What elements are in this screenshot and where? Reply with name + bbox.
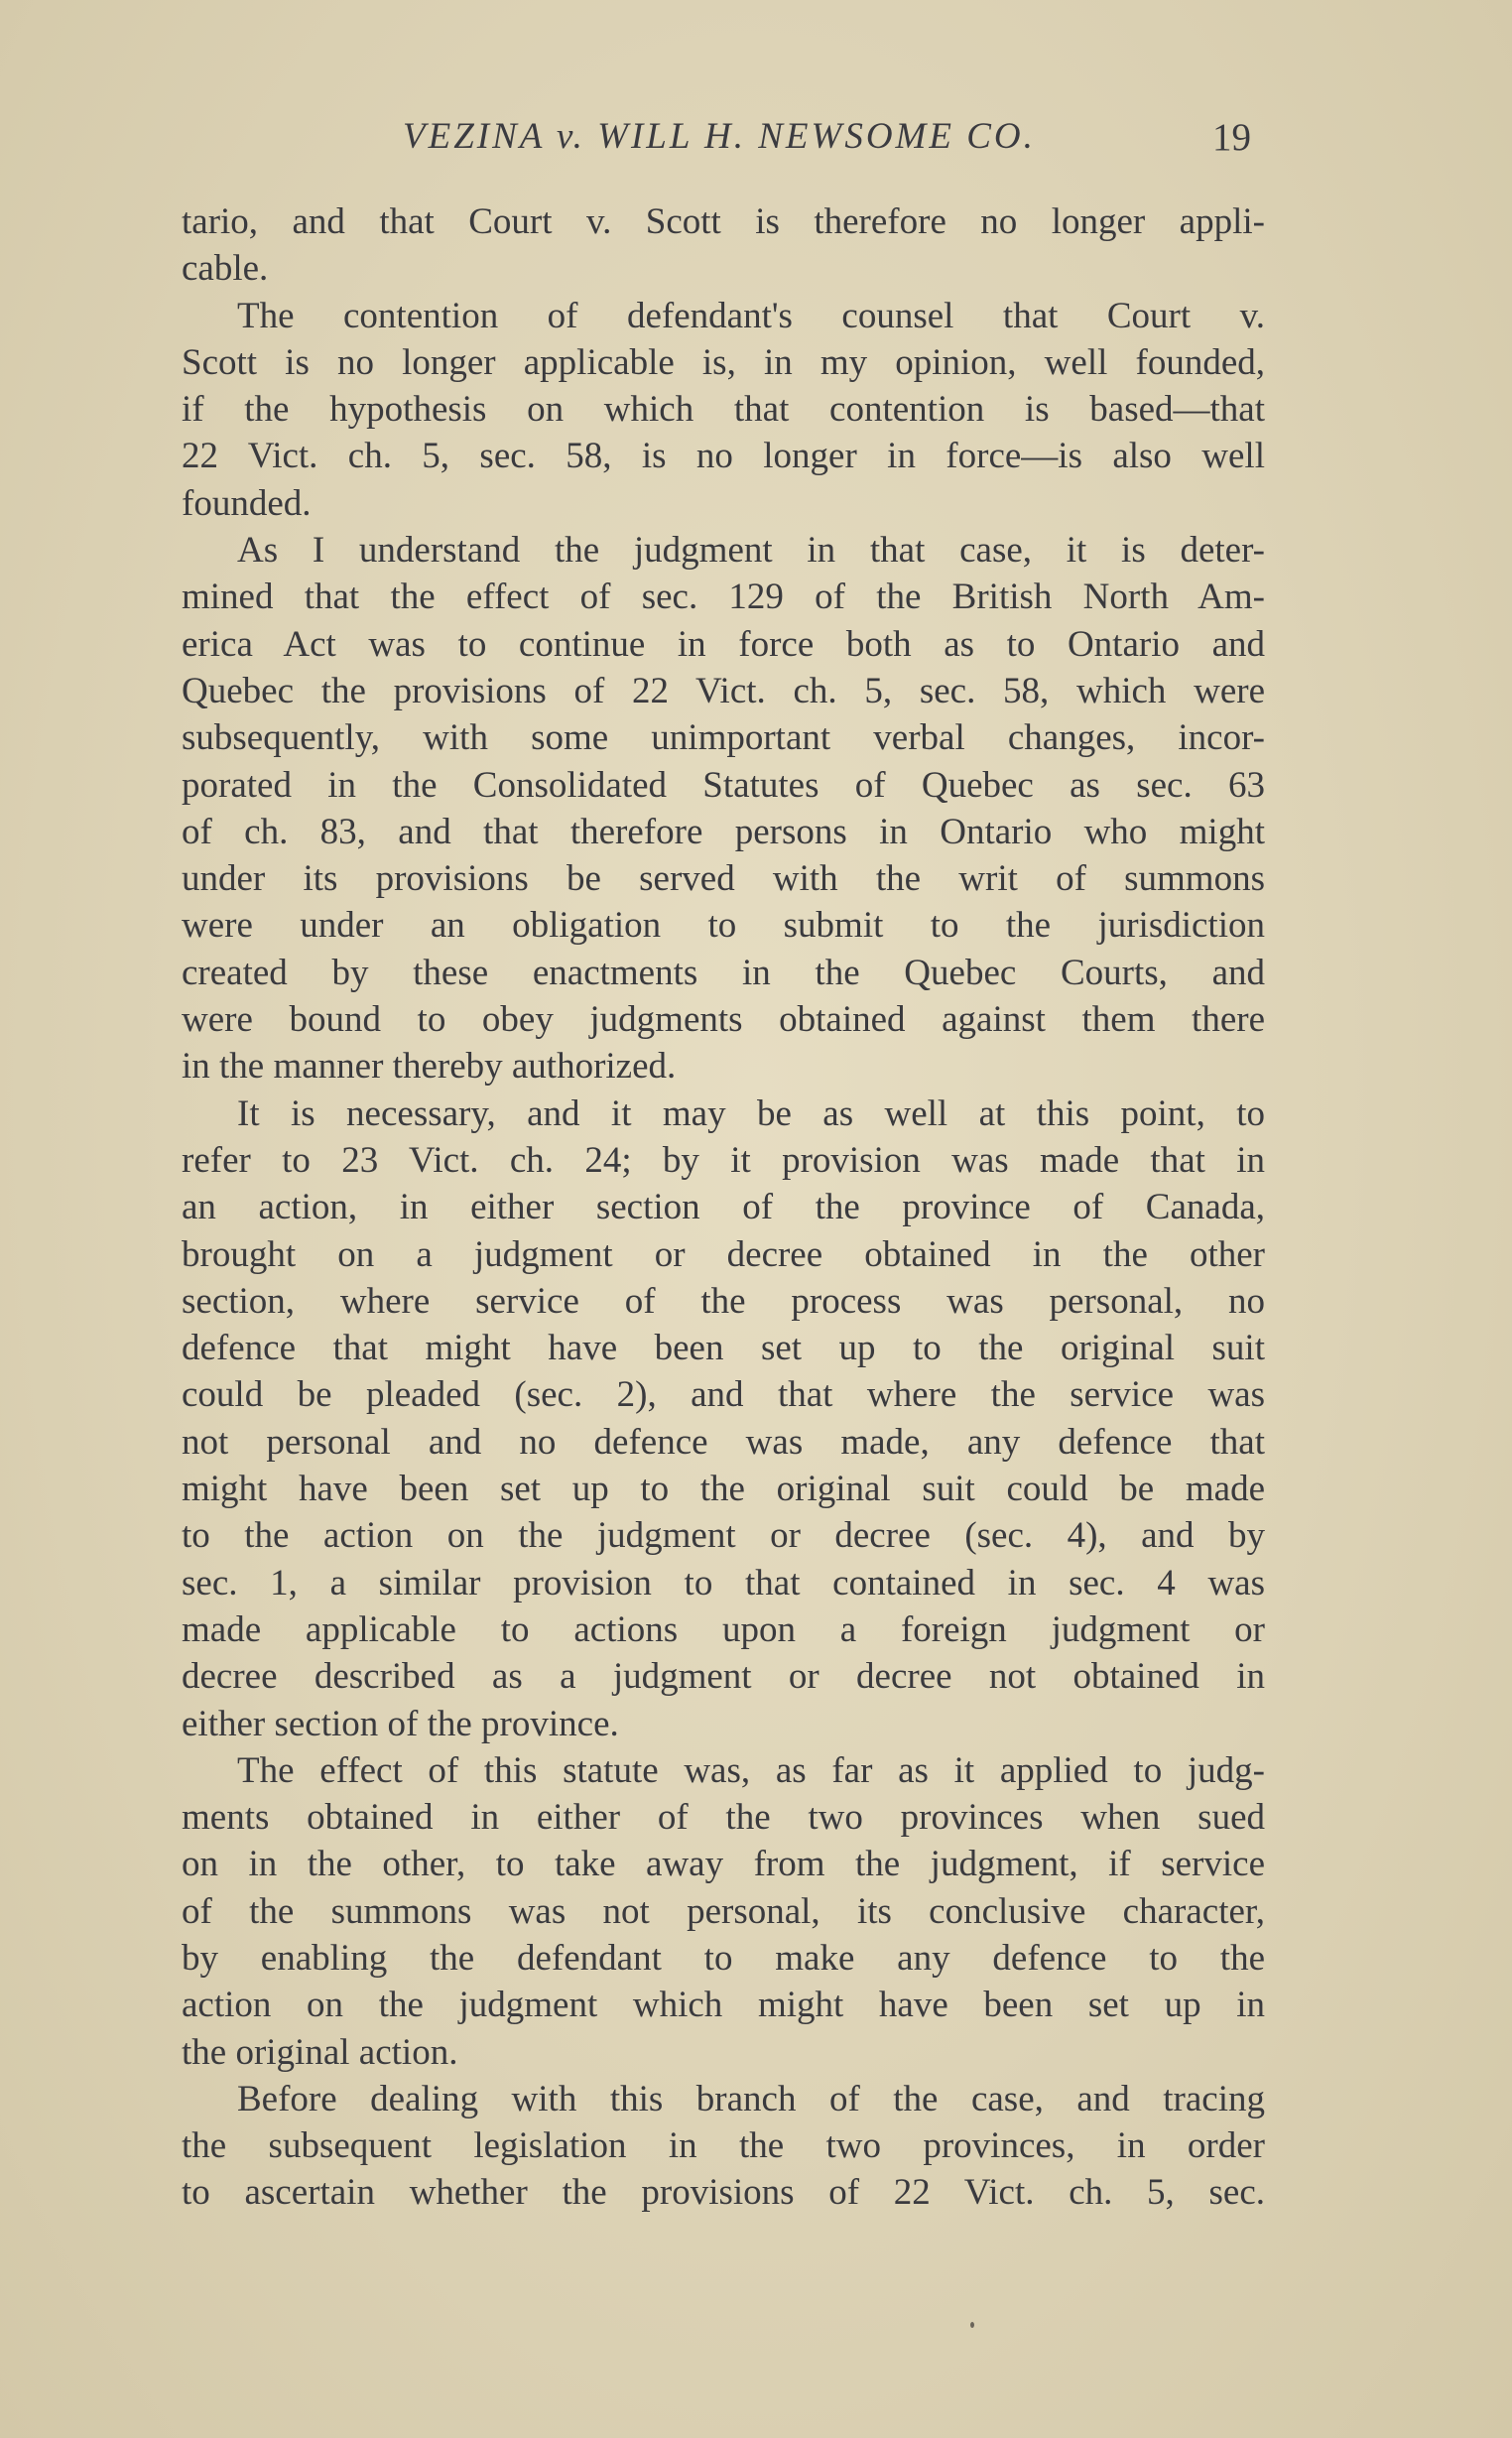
text-line: to ascertain whether the provisions of 22 Vict. ch. 5, sec. xyxy=(182,2172,1265,2214)
text-line: on in the other, to take away from the judgment, if service xyxy=(182,1844,1265,1885)
text-line: might have been set up to the original suit could be made xyxy=(182,1469,1265,1510)
text-line: The effect of this statute was, as far as it applied to judg- xyxy=(237,1749,1265,1791)
text-line: made applicable to actions upon a foreign judgment or xyxy=(182,1608,1265,1650)
text-line: Scott is no longer applicable is, in my opinion, well founded, xyxy=(182,341,1265,383)
paragraph xyxy=(182,293,1265,527)
text-line: of ch. 83, and that therefore persons in Ontario who might xyxy=(182,811,1265,852)
text-line: by enabling the defendant to make any defence to the xyxy=(182,1937,1265,1979)
text-line: action on the judgment which might have been set up in xyxy=(182,1985,1265,2026)
text-line: cable. xyxy=(182,248,269,290)
text-line: in the manner thereby authorized. xyxy=(182,1046,677,1088)
text-line: under its provisions be served with the writ of summons xyxy=(182,858,1265,900)
text-line: created by these enactments in the Quebec Courts, and xyxy=(182,952,1265,993)
text-line: section, where service of the process was personal, no xyxy=(182,1280,1265,1322)
text-line: the subsequent legislation in the two provinces, in order xyxy=(182,2125,1265,2167)
running-head: VEZINA v. WILL H. NEWSOME CO. xyxy=(403,116,1036,157)
text-line: decree described as a judgment or decree not obtained in xyxy=(182,1656,1265,1698)
text-line: subsequently, with some unimportant verbal changes, incor- xyxy=(182,717,1265,759)
text-line: 22 Vict. ch. 5, sec. 58, is no longer in force—is also well xyxy=(182,436,1265,477)
text-line: ments obtained in either of the two provinces when sued xyxy=(182,1797,1265,1839)
text-line: erica Act was to continue in force both as to Ontario and xyxy=(182,623,1265,665)
text-line: It is necessary, and it may be as well at this point, to xyxy=(237,1092,1265,1134)
paragraph xyxy=(182,2076,1265,2217)
text-line: Quebec the provisions of 22 Vict. ch. 5, sec. 58, which were xyxy=(182,670,1265,711)
page-number: 19 xyxy=(1212,116,1251,159)
text-line: were bound to obey judgments obtained against them there xyxy=(182,999,1265,1041)
text-line: either section of the province. xyxy=(182,1703,619,1744)
text-line: not personal and no defence was made, any defence that xyxy=(182,1421,1265,1463)
text-line: of the summons was not personal, its conclusive character, xyxy=(182,1890,1265,1932)
text-line: the original action. xyxy=(182,2031,458,2073)
paragraph xyxy=(182,1747,1265,2076)
text-line: were under an obligation to submit to the jurisdiction xyxy=(182,905,1265,947)
text-line: mined that the effect of sec. 129 of the British North Am- xyxy=(182,577,1265,618)
ink-speck xyxy=(970,2322,974,2328)
text-line: could be pleaded (sec. 2), and that where the service was xyxy=(182,1374,1265,1416)
text-line: The contention of defendant's counsel that Court v. xyxy=(237,295,1265,336)
text-line: an action, in either section of the province of Canada, xyxy=(182,1187,1265,1228)
paragraph xyxy=(182,198,1265,293)
paragraph xyxy=(182,1091,1265,1747)
text-line: brought on a judgment or decree obtained in the other xyxy=(182,1233,1265,1275)
text-line: tario, and that Court v. Scott is therefore no longer appli- xyxy=(182,201,1265,242)
body-text xyxy=(182,198,1265,2217)
text-line: to the action on the judgment or decree (sec. 4), and by xyxy=(182,1515,1265,1557)
text-line: As I understand the judgment in that case, it is deter- xyxy=(237,530,1265,572)
text-line: if the hypothesis on which that contention is based—that xyxy=(182,389,1265,431)
paragraph xyxy=(182,527,1265,1091)
text-line: porated in the Consolidated Statutes of Quebec as sec. 63 xyxy=(182,764,1265,806)
page-header xyxy=(0,111,1512,171)
text-line: sec. 1, a similar provision to that contained in sec. 4 was xyxy=(182,1562,1265,1604)
text-line: refer to 23 Vict. ch. 24; by it provision was made that in xyxy=(182,1139,1265,1181)
text-line: Before dealing with this branch of the case, and tracing xyxy=(237,2078,1265,2119)
text-line: defence that might have been set up to the original suit xyxy=(182,1328,1265,1369)
text-line: founded. xyxy=(182,482,312,524)
